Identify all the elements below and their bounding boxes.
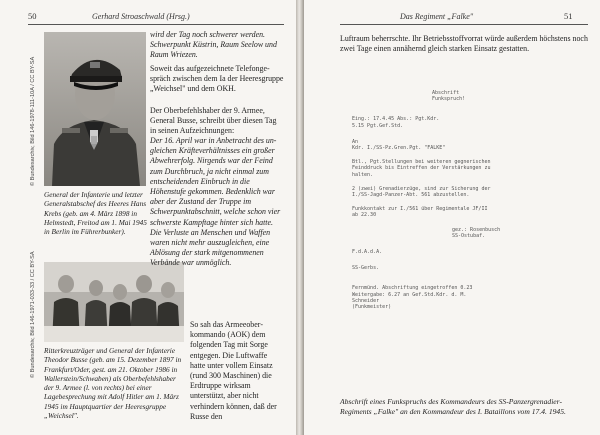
- meeting-photo: [44, 262, 184, 342]
- doc-line: F.d.A.d.A.: [352, 249, 383, 256]
- doc-line: Weitergabe: 6.27 an Gef.Std.Kdr. d. M.: [352, 291, 467, 298]
- photo-credit: © Bundesarchiv, Bild 146-1978-111-10A / CC BY-SA: [30, 56, 36, 186]
- doc-line: ab 22.30: [352, 212, 377, 219]
- body-text: wird der Tag noch schwerer werden. Schwerpunkt Küstrin, Raum Seelow und Raum Wriezen.: [150, 30, 277, 60]
- left-page: [0, 0, 296, 435]
- photo-caption: General der Infanterie und letzter Generalstabschef des Heeres Hans Krebs (geb. am 4. März 1898 in Helmstedt, Freitod am 1. Mai 1945 in Berlin im Führerbunker).: [44, 190, 147, 237]
- doc-line: Abschrift: [432, 90, 460, 96]
- doc-line: SS-Ostubaf.: [452, 232, 486, 239]
- page-number: 50: [28, 11, 37, 21]
- portrait-photo: [44, 32, 146, 186]
- page-number: 51: [564, 11, 573, 21]
- doc-line: 2 (zwei) Grenadierzüge, sind zur Sicherung der: [352, 185, 491, 192]
- document-caption: Abschrift eines Funkspruchs des Kommandeurs des SS-Panzergrenadier-Regiments „Falke" an den Kommandeur des I. Bataillons vom 17.4. 1945.: [340, 397, 566, 416]
- doc-line: (Funkmeister): [352, 304, 392, 311]
- doc-line: Feinddruck bis Eintreffen der Verstärkungen zu: [352, 165, 491, 172]
- photo-caption: Ritterkreuzträger und General der Infanterie Theodor Busse (geb. am 15. Dezember 1897 in Frankfurt/Oder, gest. am 21. Oktober 1986 in Wallerstein/Schwaben) als Oberbefehlshaber der 9. Armee (l. von rechts) bei einer Lagebesprechung mit Adolf Hitler am 1. März 1945 im Hauptquartier der Heeresgruppe „Weichsel".: [44, 346, 182, 421]
- doc-line: An: [352, 138, 359, 145]
- quote-text: Der 16. April war in Anbetracht des ungleichen Kräfteverhältnisses ein großer Abwehrerfolg. Nirgends war der Feind zum Durchbruch, ja nicht einmal zum entscheidenden Einbruch in die Höhenstufe gekommen. Bedenklich war aber der Zustand der Truppe im Schwerpunktabschnitt, welche schon vier schwerste Kampftage hinter sich hatte. Die Verluste an Menschen und Waffen waren nicht mehr auszugleichen, eine Ablösung der stark mitgenommenen Verbände war unmöglich.: [150, 136, 281, 268]
- doc-line: Eing.: 17.4.45 Abs.: Pgt.Kdr.: [352, 116, 440, 123]
- photo-credit: © Bundesarchiv, Bild 146-1971-033-33 / CC BY-SA: [30, 251, 36, 378]
- body-text: So sah das Armeeoberkommando (AOK) dem folgenden Tag mit Sorge entgegen. Die Luftwaffe hatte unter vollem Einsatz (rund 300 Maschinen) die Erdtruppe wirksam unterstützt, aber nicht verhindern können, daß der Russe den: [190, 320, 277, 421]
- running-head: Gerhard Stroaschwald (Hrsg.): [92, 12, 190, 21]
- doc-line: Funkspruch!: [432, 96, 466, 103]
- doc-line: 5.15 Pgt.Gef.Std.: [352, 122, 404, 129]
- doc-line: Funkkontakt zur I./561 über Regimentale JF/II: [352, 206, 488, 213]
- header-rule: [340, 24, 588, 25]
- header-rule: [28, 24, 284, 25]
- doc-line: I./SS-Jagd-Panzer-Abt. 561 abzustellen.: [352, 192, 470, 199]
- doc-line: Schneider: [352, 297, 380, 304]
- doc-line: Kdr. I./SS-Pz.Gren.Pgt. "FALKE": [352, 145, 446, 152]
- doc-line: halten.: [352, 171, 374, 178]
- doc-line: SS-Gerbs.: [352, 265, 380, 272]
- body-text: Luftraum beherrschte. Ihr Betriebsstoffvorrat würde außerdem höchstens noch zwei Tage einen annähernd gleich starken Einsatz gestatten.: [340, 34, 588, 54]
- body-text: Der Oberbefehlshaber der 9. Armee, General Busse, schreibt über diesen Tag in seinen Aufzeichnungen:: [150, 106, 277, 136]
- doc-line: Fernmünd. Abschriftung eingetroffen 0.23: [352, 285, 473, 292]
- doc-line: Btl., Pgt.Stellungen bei weiteren gegnerischen: [352, 159, 491, 166]
- running-head: Das Regiment „Falke": [400, 12, 474, 21]
- book-gutter: [296, 0, 304, 435]
- radio-message-document: [352, 90, 572, 400]
- doc-line: gez.: Rosenbusch: [452, 226, 501, 233]
- body-text: Soweit das aufgezeichnete Telefongespräch zwischen dem Ia der Heeresgruppe „Weichsel" und dem OKH.: [150, 64, 284, 94]
